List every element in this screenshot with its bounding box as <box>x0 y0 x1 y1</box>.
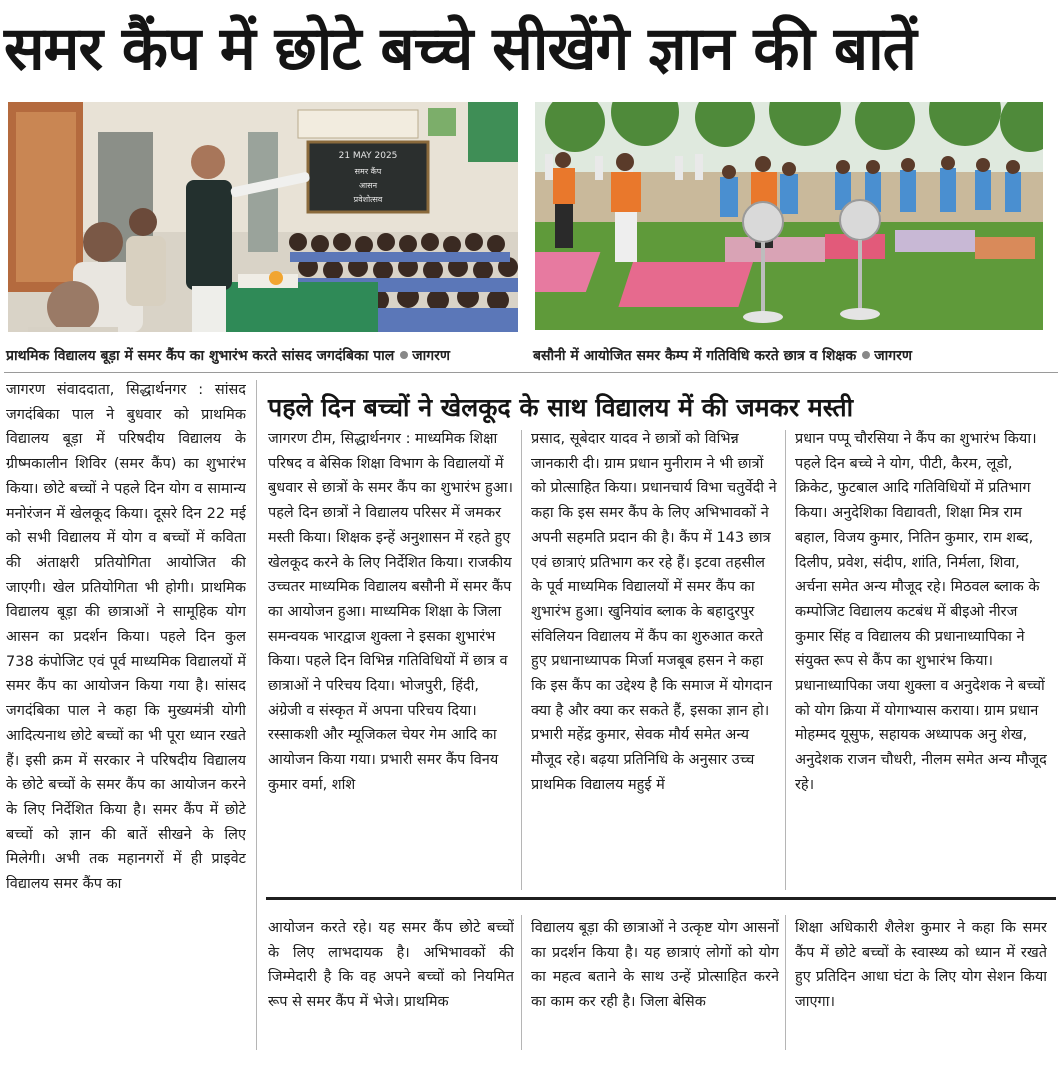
main-story-col3 <box>531 916 779 1050</box>
column-divider <box>785 430 786 890</box>
bullet-icon <box>400 351 408 359</box>
second-story-col3 <box>531 427 779 887</box>
main-story-text: जागरण संवाददाता, सिद्धार्थनगर : सांसद जगदंबिका पाल ने बुधवार को प्राथमिक विद्यालय बूड़ा में परिषदीय विद्यालय के ग्रीष्मकालीन शिविर (समर कैंप) का शुभारंभ किया। छोटे बच्चों ने पहले दिन योग व सामान्य मनोरंजन में खेलकूद किया। दूसरे दिन 22 मई को सभी विद्यालय में योग व बच्चों में कविता की अंताक्षरी प्रतियोगिता आयोजित की जाएगी। खेल प्रतियोगिता भी होगी। प्राथमिक विद्यालय बूड़ा की छात्राओं ने सामूहिक योग आसन का प्रदर्शन किया। पहले दिन कुल 738 कंपोजिट एवं पूर्व माध्यमिक विद्यालयों में समर कैंप का आयोजन किया गया है। सांसद जगदंबिका पाल ने कहा कि मुख्यमंत्री योगी आदित्यनाथ छोटे बच्चों का भी पूरा ध्यान रखते हैं। इसी क्रम में सरकार ने परिषदीय विद्यालय के छोटे बच्चों के समर कैंप का आयोजन करने के लिए निर्देशित किया है। समर कैंप में छोटे बच्चों को ज्ञान की बातें सीखने के लिए मिलेगी। अभी तक महानगरों में ही प्राइवेट विद्यालय समर कैंप का <box>6 382 246 893</box>
main-story-col4 <box>795 916 1047 1050</box>
board-line-2: आसन <box>358 181 378 190</box>
main-story-text: विद्यालय बूड़ा की छात्राओं ने उत्कृष्ट योग आसनों का प्रदर्शन किया है। यह छात्राएं लोगों को योग का महत्व बताने के साथ उन्हें प्रोत्साहित करने का काम कर रही है। जिला बेसिक <box>531 920 779 1011</box>
main-story-text: आयोजन करते रहे। यह समर कैंप छोटे बच्चों के लिए लाभदायक है। अभिभावकों की जिम्मेदारी है कि वह अपने बच्चों को नियमित रूप से समर कैंप में भेजे। प्राथमिक <box>268 920 514 1011</box>
board-line-3: प्रवेशोत्सव <box>353 195 383 204</box>
story-separator <box>266 897 1056 900</box>
column-divider <box>521 430 522 890</box>
photo-right-caption <box>533 346 1053 366</box>
board-date: 21 MAY 2025 <box>338 151 398 161</box>
caption-rule <box>4 372 1058 373</box>
second-story-text: प्रधान पप्पू चौरसिया ने कैंप का शुभारंभ किया। पहले दिन बच्चे ने योग, पीटी, कैरम, लूडो, क्रिकेट, फुटबाल आदि गतिविधियों में प्रतिभाग किया। अनुदेशिका विद्यावती, शिक्षा मित्र राम बहाल, विजय कुमार, नितिन कुमार, राम शब्द, दिलीप, प्रवेश, संदीप, शांति, निर्मला, शिवा, अर्चना समेत अन्य मौजूद रहे। मिठवल ब्लाक के कम्पोजिट विद्यालय कटबंध में बीइओ नीरज कुमार सिंह व विद्यालय की प्रधानाध्यापिका ने संयुक्त रूप से कैंप का शुभारंभ किया। प्रधानाध्यापिका जया शुक्ला व अनुदेशक ने बच्चों को योग क्रिया में योगाभ्यास कराया। ग्राम प्रधान मोहम्मद यूसुफ, सहायक अध्यापक अनु शेख, अनुदेशक राजन चौधरी, नीलम समेत अन्य मौजूद रहे। <box>795 431 1047 793</box>
column-divider <box>521 915 522 1050</box>
second-story-text: जागरण टीम, सिद्धार्थनगर : माध्यमिक शिक्षा परिषद व बेसिक शिक्षा विभाग के विद्यालयों में बुधवार से छात्रों के समर कैंप का शुभारंभ हुआ। पहले दिन छात्रों ने विद्यालय परिसर में जमकर मस्ती किया। शिक्षक इन्हें अनुशासन में रहते हुए खेलकूद करने के लिए निर्देशित किया। राजकीय उच्चतर माध्यमिक विद्यालय बसौनी में समर कैंप का आयोजन हुआ। माध्यमिक शिक्षा के जिला समन्वयक भारद्वाज शुक्ला ने इसका शुभारंभ किया। पहले दिन विभिन्न गतिविधियों में छात्र व छात्राओं ने परिचय दिया। भोजपुरी, हिंदी, अंग्रेजी व संस्कृत में अपना परिचय दिया। रस्साकशी और म्यूजिकल चेयर गेम आदि का आयोजन किया गया। प्रभारी समर कैंप विनय कुमार वर्मा, शशि <box>268 431 514 793</box>
second-story-col2 <box>268 427 514 887</box>
main-story-col2 <box>268 916 514 1050</box>
photo-credit: जागरण <box>874 348 912 364</box>
photo-right <box>535 102 1043 330</box>
caption-text: प्राथमिक विद्यालय बूड़ा में समर कैंप का शुभारंभ करते सांसद जगदंबिका पाल <box>6 348 395 364</box>
headline: समर कैंप में छोटे बच्चे सीखेंगे ज्ञान की बातें <box>4 14 916 84</box>
caption-text: बसौनी में आयोजित समर कैम्प में गतिविधि करते छात्र व शिक्षक <box>533 348 857 364</box>
bullet-icon <box>862 351 870 359</box>
main-story-text: शिक्षा अधिकारी शैलेश कुमार ने कहा कि समर कैंप में छोटे बच्चों के स्वास्थ्य को ध्यान में रखते हुए प्रतिदिन आधा घंटा के लिए योग सेशन किया जाएगा। <box>795 920 1047 1011</box>
photo-credit: जागरण <box>412 348 451 364</box>
second-story-headline: पहले दिन बच्चों ने खेलकूद के साथ विद्यालय में की जमकर मस्ती <box>268 393 854 422</box>
column-divider <box>785 915 786 1050</box>
second-story-text: प्रसाद, सूबेदार यादव ने छात्रों को विभिन्न जानकारी दी। ग्राम प्रधान मुनीराम ने भी छात्रों को प्रोत्साहित किया। प्रधानचार्य विभा चतुर्वेदी ने कहा कि इस समर कैंप के लिए अभिभावकों ने अपनी सहमति प्रदान की है। कैंप में 143 छात्र एवं छात्राएं प्रतिभाग कर रहे हैं। इटवा तहसील के पूर्व माध्यमिक विद्यालयों में समर कैंप का शुभारंभ हुआ। खुनियांव ब्लाक के बहादुरपुर संविलियन विद्यालय में कैंप का शुरुआत करते हुए प्रधानाध्यापक मिर्जा मजबूब हसन ने कहा कि इस कैंप का उद्देश्य है कि समाज में योगदान क्या है और क्या कर सकते हैं, इसका ज्ञान हो। प्रभारी महेंद्र कुमार, सेवक मौर्य समेत अन्य मौजूद रहे। बढ़या प्रतिनिधि के अनुसार उच्च प्राथमिक विद्यालय महुई में <box>531 431 777 793</box>
second-story-col4 <box>795 427 1047 887</box>
column-divider <box>256 380 257 1050</box>
photo-left-caption <box>6 346 526 366</box>
photo-left <box>8 102 518 332</box>
main-story-col1 <box>6 378 246 1050</box>
board-line-1: समर कैंप <box>354 167 382 176</box>
